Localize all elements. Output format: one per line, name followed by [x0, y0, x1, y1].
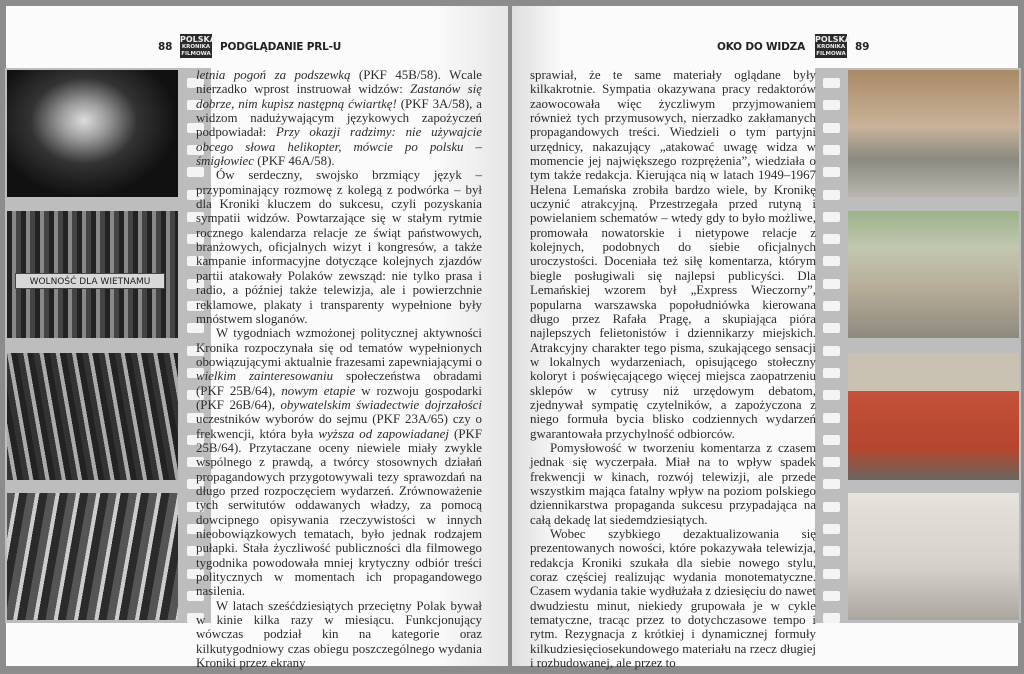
sprocket-hole	[823, 479, 840, 489]
sprocket-hole	[823, 190, 840, 200]
italic-quote: Zastanów się dobrze, nim kupisz następną ćwiartkę!	[196, 82, 482, 111]
film-strip	[5, 68, 211, 623]
sprocket-hole	[823, 524, 840, 534]
sprocket-hole	[823, 301, 840, 311]
sprocket-hole	[823, 368, 840, 378]
paragraph	[196, 326, 482, 599]
paragraph	[196, 599, 482, 671]
photo-crowd-women	[7, 493, 178, 620]
right-page	[512, 6, 1018, 671]
page-number: 88	[158, 41, 173, 53]
text-run: W latach sześćdziesiątych przeciętny Polak bywał w kinie kilka razy w miesiącu. Funkcjonujący wówczas podział kin na kategorie oraz kilkutygodniowy czas obiegu poszczególnego wydania Kroniki przez ekrany	[196, 598, 482, 671]
page-number: 89	[855, 41, 870, 53]
sprocket-hole	[823, 346, 840, 356]
paragraph	[530, 441, 816, 527]
sprocket-hole	[823, 234, 840, 244]
running-head: PODGLĄDANIE PRL-U	[220, 41, 342, 53]
film-strip	[815, 68, 1021, 623]
text-run: uczestników wyborów do sejmu (PKF 23A/65) czy o frekwencji, która była	[196, 412, 482, 441]
running-head: OKO DO WIDZA	[716, 41, 805, 53]
text-run: Wobec szybkiego dezaktualizowania się prezentowanych nowości, które pokazywała telewizja, redakcja Kroniki szukała dla siebie nowego stylu, coraz częściej realizując wydania monotematyczne. Czasem wydania takie wydłużała z dziesięciu do nawet dwudziestu minut, niekiedy grupowała je w cykle tematyczne, tracąc przez to dotychczasowe tempo i rytm. Rezygnacja z krótkiej i dynamicznej formuły kilkudziesięciosekundowego materiału na rzecz długiej i rozbudowanej, ale przez to	[530, 527, 816, 671]
italic-quote: nowym etapie	[281, 383, 356, 398]
sprocket-hole	[823, 591, 840, 601]
text-run: (PKF 25B/64). Przytaczane oceny niewiele miały zwykle wspólnego z prawdą, a twórcy stosownych działań propagandowych przygotowywali tezy sprawozdań na długo przed rozpoczęciem wydarzeń. Zrównoważenie tych serwitutów oddawanych władzy, za pomocą dowcipnego opisywania rzeczywistości w innych nieobowiązkowych tematach, było jednak rodzajem pułapki. Stała życzliwość publiczności dla filmowego tygodnika powodowała mniej krytyczny odbiór treści politycznych w momentach ich propagandowego nasilenia.	[196, 426, 482, 599]
polska-kronika-filmowa-logo: POLSKA KRONIKA FILMOWA	[180, 35, 216, 57]
sprocket-hole	[823, 212, 840, 222]
left-page	[6, 6, 508, 671]
text-run: w rozwoju gospodarki (PKF 26B/64),	[196, 383, 482, 412]
text-run: Ów serdeczny, swojsko brzmiący język – przypominający rozmowę z kolegą z podwórka – był dla Kroniki kluczem do sukcesu, czyli pozyskania sympatii widzów. Powtarzające się w stałym rytmie rocznego kalendarza relacje ze świąt państwowych, branżowych, oficjalnych wizyt i kongresów, a także kampanie informacyjne dotyczące kolejnych zjazdów partii atakowały Polaków zewsząd: nie tylko prasa i radio, a później także telewizja, ale i powierzchnie reklamowe, plakaty i transparenty wypełnione były mnóstwem sloganów.	[196, 168, 482, 326]
photo-demonstration	[7, 211, 178, 338]
text-run: (PKF 3A/58), a widzom nadużywającym językowych zapożyczeń podpowiadał:	[196, 96, 482, 140]
paragraph	[530, 527, 816, 670]
photo-car	[848, 211, 1019, 338]
photo-parade-emblems	[7, 353, 178, 480]
right-text-column	[530, 68, 816, 670]
italic-quote: wyższa od zapowiadanej	[318, 426, 449, 441]
sprocket-hole	[823, 435, 840, 445]
italic-quote: Przy okazji radzimy: nie używajcie obcego słowa helikopter, mówcie po polsku – śmigłowiec	[196, 125, 482, 169]
text-run: sprawiał, że te same materiały oglądane były kilkakrotnie. Sympatia okazywana pracy redaktorów zaowocowała więc życzliwym przyjmowaniem również tych przymusowych, nierzadko zakłamanych propagandowych treści. Wiedzieli o tym partyjni urzędnicy, nakazujący „atakować uwagę widza w momencie jej największego rozprężenia”, wiedziała o tym także redakcja. Kierująca nią w latach 1949–1967 Helena Lemańska zrobiła bardzo wiele, by Kronikę uczynić atrakcyjną. Przestrzegała przed rutyną i powielaniem schematów – wtedy gdy to było możliwe, promowała nowatorskie i nietypowe relacje z kolejnych, podobnych do siebie oficjalnych uroczystości. Doceniała też siłę komentarza, którym biegle posługiwali się najlepsi publicyści. Dla Lemańskiej wzorem był „Express Wieczorny”, popularna warszawska popołudniówka kierowana długo przez Rafała Pragę, a skupiająca pióra najlepszych felietonistów i dziennikarzy miejskich. Atrakcyjny charakter tego pisma, szukającego sensacji w lokalnych wydarzeniach, opisującego stołeczny koloryt i poświęcającego więcej miejsca zaopatrzeniu sklepów w cytrusy niż urzędowym debatom, zjednywał sympatię czytelników, a zapożyczona z niego formuła bycia blisko codziennych wydarzeń gwarantowała przychylność odbiorców.	[530, 68, 816, 441]
sprocket-hole	[823, 78, 840, 88]
text-run: (PKF 45B/58). Wcale nierzadko wprost instruował widzów:	[196, 68, 482, 97]
text-run: społeczeństwa obradami (PKF 25B/64),	[196, 369, 482, 398]
sprocket-hole	[823, 569, 840, 579]
photo-speaker	[7, 70, 178, 197]
sprocket-hole	[823, 167, 840, 177]
sprocket-hole	[823, 279, 840, 289]
sprocket-hole	[823, 145, 840, 155]
sprocket-hole	[823, 123, 840, 133]
sprocket-hole	[823, 100, 840, 110]
left-text-column	[196, 68, 482, 670]
paragraph	[196, 168, 482, 326]
sprocket-hole	[823, 390, 840, 400]
sprocket-hole	[823, 613, 840, 623]
sprocket-hole	[823, 502, 840, 512]
italic-quote: obywatelskim świadectwie dojrzałości	[280, 397, 482, 412]
sprocket-hole	[823, 256, 840, 266]
italic-quote: letnia pogoń za podszewką	[196, 68, 351, 82]
photo-banner: WOLNOŚĆ DLA WIETNAMU	[15, 273, 165, 289]
paragraph	[196, 68, 482, 168]
text-run: (PKF 46A/58).	[254, 154, 335, 169]
paragraph	[530, 68, 816, 441]
polska-kronika-filmowa-logo: POLSKA KRONIKA FILMOWA	[815, 35, 851, 57]
photo-tram	[848, 353, 1019, 480]
sprocket-hole	[823, 457, 840, 467]
italic-quote: wielkim zainteresowaniu	[196, 369, 334, 384]
photo-seaplane	[848, 493, 1019, 620]
sprocket-hole	[823, 546, 840, 556]
photo-street-color	[848, 70, 1019, 197]
sprocket-hole	[823, 323, 840, 333]
text-run: W tygodniach wzmożonej politycznej aktywności Kronika rozpoczynała się od tematów wypełnionych obowiązującymi aktualnie frazesami zapewniającymi o	[196, 326, 482, 369]
sprocket-hole	[823, 413, 840, 423]
text-run: Pomysłowość w tworzeniu komentarza z czasem jednak się wyczerpała. Miał na to wpływ spadek frekwencji w kinach, rozwój telewizji, ale przede wszystkim mająca fatalny wpływ na poziom polskiego dziennikarstwa propaganda sukcesu przypadająca na całą dekadę lat siedemdziesiątych.	[530, 440, 816, 527]
